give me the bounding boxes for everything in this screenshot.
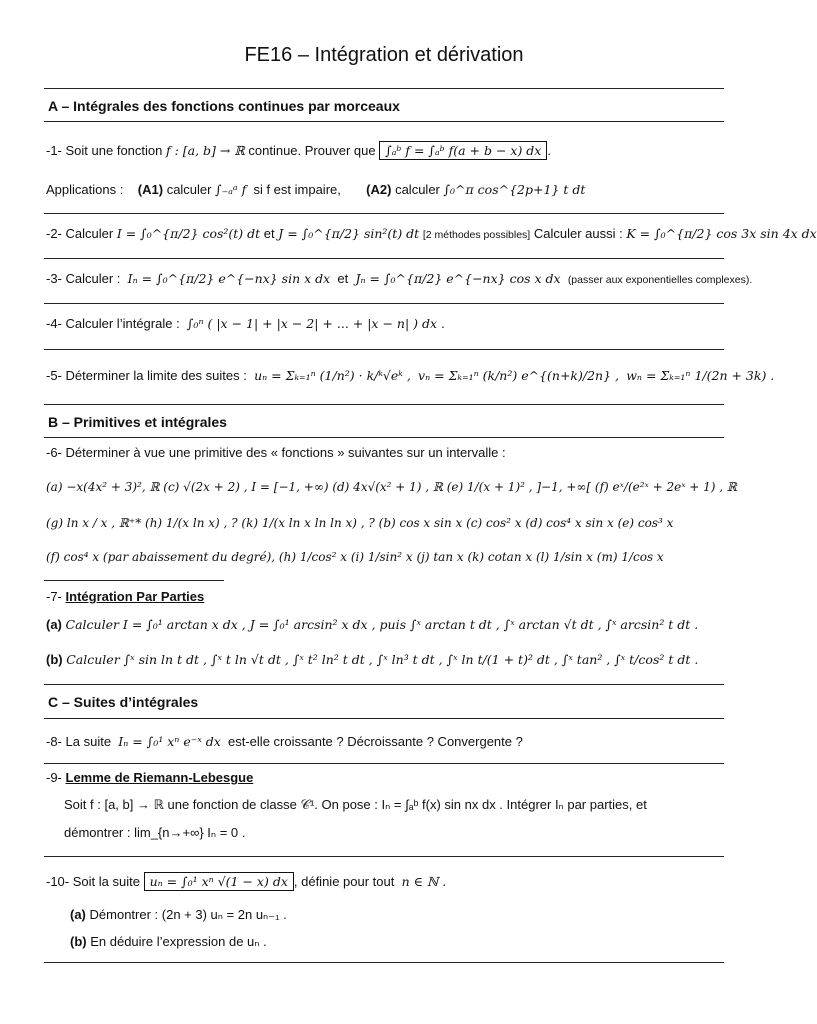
boxed-formula: uₙ = ∫₀¹ xⁿ √(1 − x) dx [144, 872, 294, 891]
exercise-10: -10- Soit la suite uₙ = ∫₀¹ xⁿ √(1 − x) dx , définie pour tout n ∈ ℕ . [46, 874, 447, 889]
divider [44, 88, 724, 89]
primitives-row-3: (f) cos⁴ x (par abaissement du degré), (h) 1/cos² x (i) 1/sin² x (j) tan x (k) cotan x (l) 1/sin x (m) 1/cos x [46, 550, 664, 564]
divider [44, 404, 724, 405]
exercise-7b: (b) Calculer ∫ˣ sin ln t dt , ∫ˣ t ln √t dt , ∫ˣ t² ln² t dt , ∫ˣ ln³ t dt , ∫ˣ ln t/(1 + t)² dt , ∫ˣ tan² , ∫ˣ t/cos² t dt . [46, 652, 699, 667]
exercise-7a: (a) Calculer I = ∫₀¹ arctan x dx , J = ∫₀¹ arcsin² x dx , puis ∫ˣ arctan t dt , ∫ˣ arctan √t dt , ∫ˣ arcsin² t dt . [46, 617, 699, 632]
exercise-10b: (b) En déduire l’expression de uₙ . [70, 934, 267, 949]
exercise-7: -7- Intégration Par Parties [46, 589, 205, 604]
exercise-8: -8- La suite Iₙ = ∫₀¹ xⁿ e⁻ˣ dx est-elle croissante ? Décroissante ? Convergente ? [46, 734, 523, 749]
divider [44, 121, 724, 122]
exercise-3: -3- Calculer : Iₙ = ∫₀^{π/2} e^{−nx} sin x dx et Jₙ = ∫₀^{π/2} e^{−nx} cos x dx (passer aux exponentielles complexes). [46, 271, 753, 286]
divider [44, 856, 724, 857]
exercise-6: -6- Déterminer à vue une primitive des « fonctions » suivantes sur un intervalle : [46, 445, 506, 460]
exercise-10a: (a) Démontrer : (2n + 3) uₙ = 2n uₙ₋₁ . [70, 907, 287, 922]
section-b-heading: B – Primitives et intégrales [48, 414, 227, 430]
page-title: FE16 – Intégration et dérivation [244, 44, 524, 66]
divider [44, 718, 724, 719]
exercise-1: -1- Soit une fonction f : [a, b] → ℝ continue. Prouver que ∫ₐᵇ f = ∫ₐᵇ f(a + b − x) dx . [46, 143, 551, 158]
exercise-9: -9- Lemme de Riemann-Lebesgue [46, 770, 254, 785]
divider [44, 580, 224, 581]
divider [44, 763, 724, 764]
exercise-9-line-2: démontrer : lim_{n→+∞} Iₙ = 0 . [64, 825, 246, 840]
primitives-row-2: (g) ln x / x , ℝ⁺* (h) 1/(x ln x) , ? (k) 1/(x ln x ln ln x) , ? (b) cos x sin x (c) cos² x (d) cos⁴ x sin x (e) cos³ x [46, 516, 674, 530]
divider [44, 213, 724, 214]
exercise-4: -4- Calculer l’intégrale : ∫₀ⁿ ( |x − 1| + |x − 2| + ... + |x − n| ) dx . [46, 316, 445, 331]
divider [44, 437, 724, 438]
divider [44, 303, 724, 304]
exercise-2: -2- Calculer I = ∫₀^{π/2} cos²(t) dt et J = ∫₀^{π/2} sin²(t) dt [2 méthodes possibles] Calculer aussi : K = ∫₀^{π/2} cos 3x sin 4x dx [46, 226, 817, 241]
exercise-9-line-1: Soit f : [a, b] → ℝ une fonction de classe 𝒞¹. On pose : Iₙ = ∫ₐᵇ f(x) sin nx dx . Intégrer Iₙ par parties, et [64, 797, 647, 812]
primitives-row-1: (a) −x(4x² + 3)², ℝ (c) √(2x + 2) , I = [−1, +∞) (d) 4x√(x² + 1) , ℝ (e) 1/(x + 1)² , ]−1, +∞[ (f) eˣ/(e²ˣ + 2eˣ + 1) , ℝ [46, 480, 737, 494]
divider [44, 258, 724, 259]
applications-line: Applications : (A1) calculer ∫₋ₐᵃ f si f est impaire, (A2) calculer ∫₀^π cos^{2p+1} t dt [46, 182, 586, 197]
divider [44, 684, 724, 685]
boxed-formula: ∫ₐᵇ f = ∫ₐᵇ f(a + b − x) dx [379, 141, 547, 160]
section-a-heading: A – Intégrales des fonctions continues par morceaux [48, 98, 400, 114]
exercise-number: -1- [46, 143, 62, 158]
exercise-5: -5- Déterminer la limite des suites : uₙ = Σₖ₌₁ⁿ (1/n²) · k/ᵏ√eᵏ , vₙ = Σₖ₌₁ⁿ (k/n²) e^{(n+k)/2n} , wₙ = Σₖ₌₁ⁿ 1/(2n + 3k) . [46, 368, 775, 383]
divider [44, 962, 724, 963]
section-c-heading: C – Suites d’intégrales [48, 694, 199, 710]
divider [44, 349, 724, 350]
